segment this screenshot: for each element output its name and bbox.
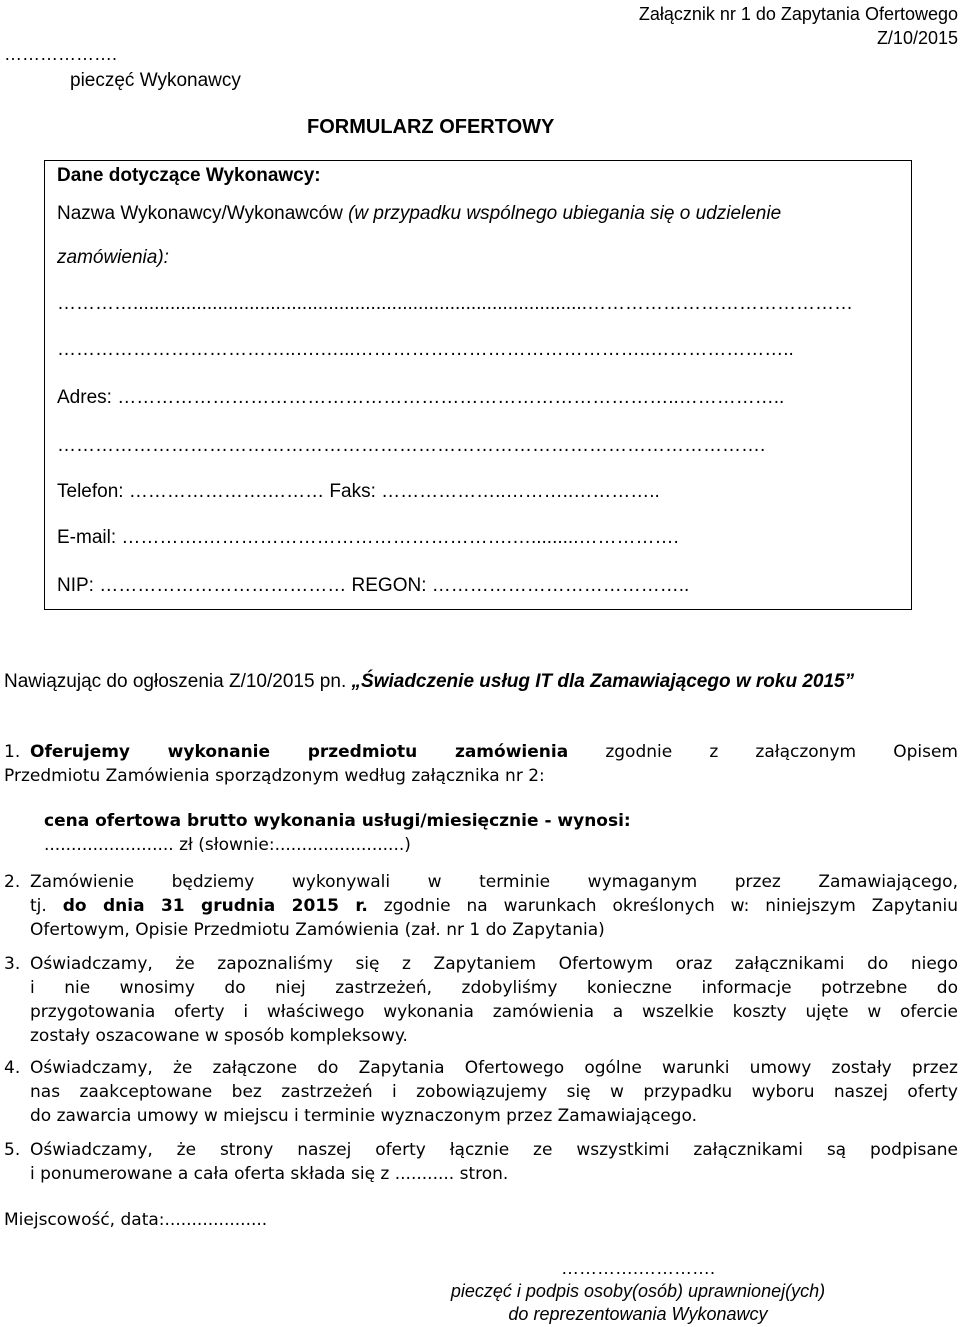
signature-dots[interactable]: ………….…………. <box>560 1258 715 1278</box>
item-4-line-3: do zawarcia umowy w miejscu i terminie wyznaczonym przez Zamawiającego. <box>30 1106 697 1126</box>
item-4-line-2: nas zaakceptowane bez zastrzeżeń i zobowiązujemy się w przypadku wyboru naszej oferty <box>30 1082 958 1102</box>
contractor-name-label: Nazwa Wykonawcy/Wykonawców <box>57 203 343 224</box>
email-field[interactable]: ………….………………………………………….….........……………. <box>121 527 679 548</box>
item-2-line-1: Zamówienie będziemy wykonywali w terminie wymaganym przez Zamawiającego, <box>30 872 958 892</box>
fax-label: Faks: <box>329 481 376 502</box>
item-3 <box>4 952 958 1048</box>
contractor-box-title: Dane dotyczące Wykonawcy: <box>57 165 321 186</box>
email-label: E-mail: <box>57 527 117 548</box>
signature-label-1: pieczęć i podpis osoby(osób) uprawnionej(ych) <box>450 1281 826 1301</box>
annex-reference: Z/10/2015 <box>876 28 958 48</box>
item-5-line-1: Oświadczamy, że strony naszej oferty łącznie ze wszystkimi załącznikami są podpisane <box>30 1140 958 1160</box>
address-label: Adres: <box>57 387 112 408</box>
address-field[interactable]: ……………………………………………………………………………..…………….. <box>117 387 785 408</box>
item-2 <box>4 870 958 942</box>
item-5 <box>4 1138 958 1186</box>
price-label: cena ofertowa brutto wykonania usługi/miesięcznie - wynosi: <box>44 811 631 831</box>
intro-lead: Nawiązując do ogłoszenia Z/10/2015 pn. <box>4 671 347 692</box>
phone-label: Telefon: <box>57 481 124 502</box>
contractor-name-hint: (w przypadku wspólnego ubiegania się o udzielenie <box>348 203 782 224</box>
phone-field[interactable]: ………………….……… <box>128 481 325 502</box>
contractor-name-hint-cont: zamówienia): <box>57 247 169 268</box>
email-row <box>57 527 877 549</box>
item-3-line-3: przygotowania oferty i właściwego wykonania zamówienia a wszelkie koszty ujęte w ofercie <box>30 1002 958 1022</box>
fax-field[interactable]: ………………..………..………….. <box>381 481 660 502</box>
procurement-title: „Świadczenie usług IT dla Zamawiającego w roku 2015” <box>351 671 855 692</box>
annex-label: Załącznik nr 1 do Zapytania Ofertowego <box>638 4 958 24</box>
item-4 <box>4 1056 958 1128</box>
item-5-line-2: i ponumerowane a cała oferta składa się z ........... stron. <box>30 1164 509 1184</box>
item-3-line-1: Oświadczamy, że zapoznaliśmy się z Zapytaniem Ofertowym oraz załącznikami do niego <box>30 954 958 974</box>
phone-fax-row <box>57 481 660 503</box>
address-field-2[interactable]: …………………………………………………………………………………………………. <box>57 435 766 456</box>
nip-label: NIP: <box>57 575 94 596</box>
item-4-line-1: Oświadczamy, że załączone do Zapytania Ofertowego ogólne warunki umowy zostały przez <box>30 1058 958 1078</box>
item-3-number: 3. <box>4 954 21 974</box>
nip-field[interactable]: ………………………………… <box>99 575 347 596</box>
contractor-box <box>44 160 912 610</box>
item-2-line-2: tj. do dnia 31 grudnia 2015 r. zgodnie na warunkach określonych w: niniejszym Zapytaniu <box>30 896 958 916</box>
nip-regon-row <box>57 575 689 597</box>
item-1-line-2: Przedmiotu Zamówienia sporządzonym według załącznika nr 2: <box>4 766 545 786</box>
intro-paragraph <box>4 670 958 694</box>
item-5-number: 5. <box>4 1140 21 1160</box>
stamp-dots: ………………. <box>4 44 118 64</box>
item-3-line-4: zostały oszacowane w sposób kompleksowy. <box>30 1026 408 1046</box>
contractor-name-field-1[interactable]: …………......................................................................................…………………………………… <box>57 293 853 314</box>
item-2-number: 2. <box>4 872 21 892</box>
item-4-number: 4. <box>4 1058 21 1078</box>
place-date-field[interactable]: Miejscowość, data:................... <box>4 1210 268 1230</box>
regon-label: REGON: <box>351 575 427 596</box>
item-2-line-3: Ofertowym, Opisie Przedmiotu Zamówienia (zał. nr 1 do Zapytania) <box>30 920 605 940</box>
contractor-name-row <box>57 203 781 225</box>
item-1-number: 1. <box>4 742 21 762</box>
item-1-line-1: Oferujemy wykonanie przedmiotu zamówienia zgodnie z załączonym Opisem <box>30 742 958 762</box>
price-field[interactable]: ........................ zł (słownie:........................) <box>44 835 411 855</box>
item-3-line-2: i nie wnosimy do niej zastrzeżeń, zdobyliśmy konieczne informacje potrzebne do <box>30 978 958 998</box>
address-row <box>57 387 897 409</box>
signature-label-2: do reprezentowania Wykonawcy <box>508 1304 768 1324</box>
contractor-name-field-2[interactable]: ………………………………..….…...………………………………………..………………….. <box>57 339 794 360</box>
item-1 <box>4 740 958 788</box>
form-title: FORMULARZ OFERTOWY <box>307 116 555 138</box>
regon-field[interactable]: ………………………………….. <box>431 575 690 596</box>
stamp-label: pieczęć Wykonawcy <box>70 70 241 91</box>
